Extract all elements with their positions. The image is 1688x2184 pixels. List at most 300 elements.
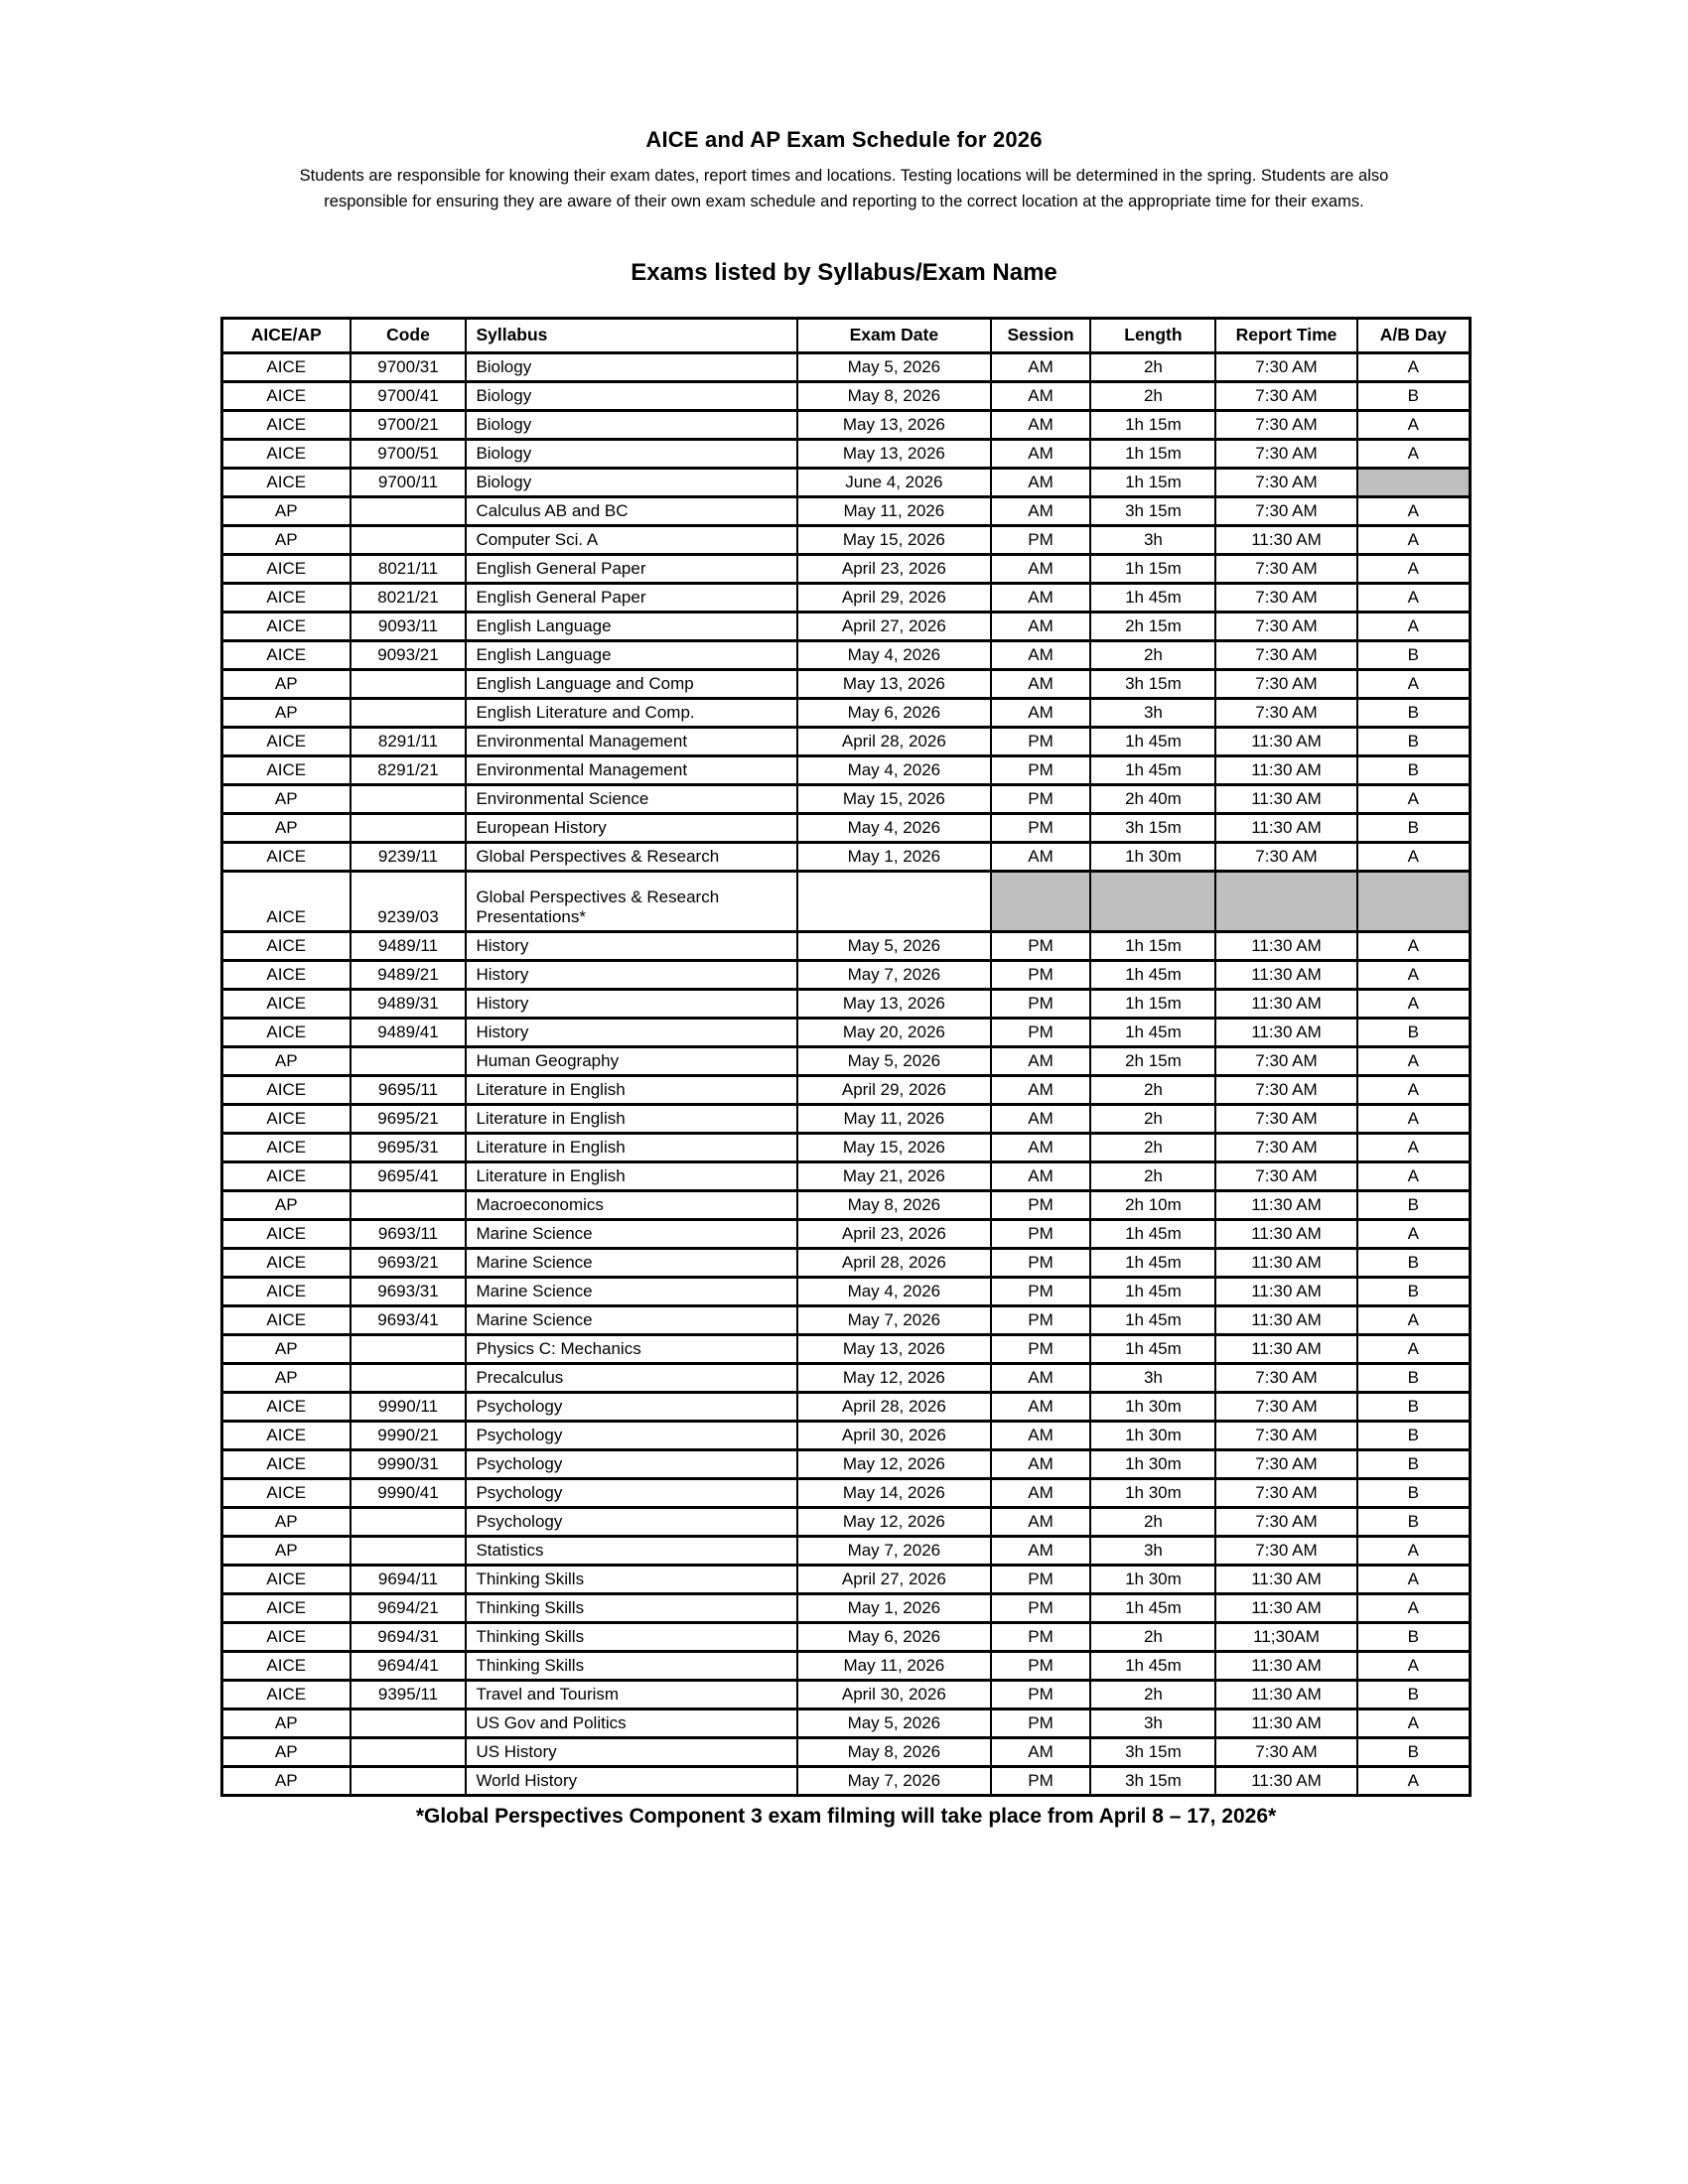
cell-code: 8291/21 [351,755,467,784]
cell-syllabus: Thinking Skills [466,1622,797,1651]
cell-syllabus: Marine Science [466,1248,797,1277]
cell-ab-day: B [1357,1737,1471,1766]
cell-code: 9489/41 [351,1018,467,1046]
table-row [222,931,1471,960]
cell-report-time: 7:30 AM [1215,583,1356,612]
cell-code: 8291/11 [351,727,467,755]
cell-session: AM [991,698,1091,727]
cell-session: AM [991,669,1091,698]
cell-exam-date: May 4, 2026 [797,813,991,842]
cell-exam-date: May 4, 2026 [797,755,991,784]
cell-syllabus: English Literature and Comp. [466,698,797,727]
cell-syllabus: History [466,960,797,989]
table-row [222,1737,1471,1766]
cell-code: 9693/11 [351,1219,467,1248]
cell-syllabus: Biology [466,439,797,468]
cell-report-time: 11;30AM [1215,1622,1356,1651]
cell-aice-ap: AP [222,813,351,842]
cell-exam-date: April 30, 2026 [797,1421,991,1449]
cell-ab-day: A [1357,439,1471,468]
cell-report-time: 7:30 AM [1215,698,1356,727]
cell-length: 2h 40m [1090,784,1215,813]
cell-syllabus: Thinking Skills [466,1593,797,1622]
cell-ab-day: B [1357,1622,1471,1651]
cell-session: AM [991,1421,1091,1449]
cell-session: AM [991,554,1091,583]
column-header-syllabus: Syllabus [466,318,797,352]
cell-session: AM [991,1133,1091,1161]
cell-syllabus: Literature in English [466,1104,797,1133]
table-row [222,1421,1471,1449]
cell-exam-date: May 7, 2026 [797,1536,991,1565]
cell-ab-day: A [1357,1651,1471,1680]
cell-syllabus: Computer Sci. A [466,525,797,554]
table-row [222,1651,1471,1680]
cell-length: 1h 45m [1090,727,1215,755]
cell-ab-day: A [1357,1334,1471,1363]
cell-report-time: 7:30 AM [1215,1478,1356,1507]
table-row [222,871,1471,931]
cell-syllabus: Calculus AB and BC [466,496,797,525]
cell-code [351,1708,467,1737]
cell-exam-date: May 14, 2026 [797,1478,991,1507]
cell-code [351,525,467,554]
cell-exam-date: May 12, 2026 [797,1363,991,1392]
cell-report-time: 7:30 AM [1215,439,1356,468]
cell-exam-date: May 13, 2026 [797,669,991,698]
cell-report-time: 11:30 AM [1215,755,1356,784]
table-header-row [222,318,1471,352]
table-row [222,468,1471,496]
cell-ab-day: B [1357,1392,1471,1421]
cell-ab-day: A [1357,1565,1471,1593]
cell-length: 1h 30m [1090,1449,1215,1478]
cell-report-time: 11:30 AM [1215,1680,1356,1708]
cell-syllabus: Macroeconomics [466,1190,797,1219]
cell-aice-ap: AICE [222,842,351,871]
cell-code: 9700/31 [351,352,467,381]
cell-aice-ap: AICE [222,1622,351,1651]
cell-syllabus: Environmental Management [466,727,797,755]
cell-exam-date: May 4, 2026 [797,1277,991,1305]
cell-session: AM [991,352,1091,381]
cell-ab-day: B [1357,1277,1471,1305]
cell-session: AM [991,842,1091,871]
column-header-code: Code [351,318,467,352]
cell-ab-day: B [1357,1478,1471,1507]
cell-aice-ap: AICE [222,352,351,381]
cell-syllabus: Environmental Science [466,784,797,813]
cell-length: 2h [1090,1507,1215,1536]
cell-report-time: 11:30 AM [1215,813,1356,842]
cell-aice-ap: AICE [222,381,351,410]
cell-length: 1h 45m [1090,755,1215,784]
cell-syllabus: World History [466,1766,797,1795]
cell-syllabus: Marine Science [466,1219,797,1248]
cell-length: 3h 15m [1090,496,1215,525]
cell-exam-date: May 11, 2026 [797,1104,991,1133]
cell-length: 2h 15m [1090,1046,1215,1075]
cell-syllabus: Biology [466,381,797,410]
cell-aice-ap: AICE [222,468,351,496]
cell-report-time: 7:30 AM [1215,1449,1356,1478]
cell-syllabus: English General Paper [466,583,797,612]
cell-length: 2h 10m [1090,1190,1215,1219]
cell-aice-ap: AICE [222,1593,351,1622]
cell-session: AM [991,1737,1091,1766]
table-row [222,496,1471,525]
cell-length: 1h 45m [1090,1277,1215,1305]
cell-report-time: 7:30 AM [1215,468,1356,496]
cell-code: 9694/41 [351,1651,467,1680]
cell-syllabus: History [466,1018,797,1046]
cell-session: AM [991,381,1091,410]
cell-aice-ap: AICE [222,1305,351,1334]
table-row [222,727,1471,755]
cell-report-time [1215,871,1356,931]
cell-syllabus: History [466,989,797,1018]
cell-report-time: 7:30 AM [1215,1392,1356,1421]
cell-exam-date: April 30, 2026 [797,1680,991,1708]
cell-exam-date: May 1, 2026 [797,1593,991,1622]
table-row [222,1075,1471,1104]
cell-aice-ap: AP [222,669,351,698]
cell-ab-day: A [1357,612,1471,640]
cell-code [351,1536,467,1565]
cell-code [351,784,467,813]
cell-session: AM [991,583,1091,612]
cell-session: PM [991,525,1091,554]
cell-length: 1h 30m [1090,1392,1215,1421]
cell-session: AM [991,1075,1091,1104]
cell-session: PM [991,1680,1091,1708]
cell-ab-day: B [1357,698,1471,727]
cell-report-time: 7:30 AM [1215,352,1356,381]
cell-ab-day: A [1357,931,1471,960]
exam-schedule-table [220,317,1472,1797]
table-row [222,1622,1471,1651]
cell-aice-ap: AICE [222,727,351,755]
cell-length: 2h [1090,1133,1215,1161]
cell-session: AM [991,468,1091,496]
cell-exam-date: May 7, 2026 [797,1766,991,1795]
cell-report-time: 7:30 AM [1215,496,1356,525]
cell-code [351,813,467,842]
cell-length: 3h [1090,525,1215,554]
cell-ab-day: B [1357,755,1471,784]
cell-length: 3h [1090,1363,1215,1392]
cell-ab-day: B [1357,640,1471,669]
cell-report-time: 7:30 AM [1215,1363,1356,1392]
cell-report-time: 11:30 AM [1215,931,1356,960]
cell-code: 9489/11 [351,931,467,960]
table-row [222,960,1471,989]
cell-report-time: 11:30 AM [1215,525,1356,554]
cell-length: 2h [1090,1104,1215,1133]
cell-ab-day: A [1357,1161,1471,1190]
cell-session: PM [991,1565,1091,1593]
cell-report-time: 11:30 AM [1215,1190,1356,1219]
table-row [222,1708,1471,1737]
cell-aice-ap: AICE [222,1104,351,1133]
cell-session: PM [991,1593,1091,1622]
cell-aice-ap: AICE [222,1277,351,1305]
table-row [222,842,1471,871]
cell-report-time: 11:30 AM [1215,727,1356,755]
cell-syllabus: English General Paper [466,554,797,583]
cell-ab-day: A [1357,1104,1471,1133]
cell-report-time: 7:30 AM [1215,381,1356,410]
cell-exam-date: May 15, 2026 [797,784,991,813]
cell-aice-ap: AP [222,1766,351,1795]
cell-aice-ap: AICE [222,1133,351,1161]
table-row [222,1680,1471,1708]
cell-aice-ap: AP [222,1708,351,1737]
cell-length: 2h [1090,1161,1215,1190]
cell-aice-ap: AICE [222,583,351,612]
cell-length: 1h 45m [1090,960,1215,989]
table-row [222,1133,1471,1161]
table-row [222,410,1471,439]
cell-syllabus: Literature in English [466,1161,797,1190]
cell-aice-ap: AICE [222,612,351,640]
cell-code: 9695/11 [351,1075,467,1104]
table-row [222,1363,1471,1392]
cell-length: 1h 30m [1090,842,1215,871]
cell-syllabus: Psychology [466,1507,797,1536]
cell-report-time: 11:30 AM [1215,1277,1356,1305]
cell-session [991,871,1091,931]
table-row [222,554,1471,583]
cell-ab-day: B [1357,1680,1471,1708]
cell-syllabus: Literature in English [466,1075,797,1104]
cell-aice-ap: AICE [222,1161,351,1190]
cell-aice-ap: AP [222,1190,351,1219]
cell-syllabus: English Language [466,640,797,669]
cell-aice-ap: AICE [222,755,351,784]
cell-aice-ap: AICE [222,1018,351,1046]
cell-length: 1h 45m [1090,1334,1215,1363]
cell-report-time: 11:30 AM [1215,1593,1356,1622]
cell-length: 2h [1090,1622,1215,1651]
cell-exam-date: May 5, 2026 [797,352,991,381]
cell-exam-date: May 5, 2026 [797,1708,991,1737]
cell-syllabus: Physics C: Mechanics [466,1334,797,1363]
cell-code [351,669,467,698]
cell-report-time: 11:30 AM [1215,784,1356,813]
cell-length: 3h 15m [1090,1766,1215,1795]
cell-ab-day: B [1357,1363,1471,1392]
cell-exam-date: May 15, 2026 [797,1133,991,1161]
cell-syllabus: Psychology [466,1392,797,1421]
cell-session: PM [991,755,1091,784]
cell-ab-day: B [1357,1421,1471,1449]
cell-ab-day: A [1357,1593,1471,1622]
cell-exam-date: May 12, 2026 [797,1449,991,1478]
cell-ab-day: A [1357,410,1471,439]
cell-session: PM [991,1622,1091,1651]
cell-length: 1h 30m [1090,1478,1215,1507]
cell-exam-date [797,871,991,931]
cell-length [1090,871,1215,931]
cell-aice-ap: AICE [222,1248,351,1277]
table-row [222,784,1471,813]
cell-session: AM [991,612,1091,640]
cell-ab-day: A [1357,496,1471,525]
cell-length: 1h 45m [1090,1651,1215,1680]
cell-session: PM [991,784,1091,813]
cell-syllabus: History [466,931,797,960]
cell-report-time: 7:30 AM [1215,842,1356,871]
cell-ab-day [1357,871,1471,931]
cell-ab-day: B [1357,1449,1471,1478]
cell-syllabus: Biology [466,468,797,496]
cell-length: 3h [1090,1536,1215,1565]
cell-length: 3h [1090,698,1215,727]
cell-syllabus: US Gov and Politics [466,1708,797,1737]
cell-aice-ap: AICE [222,871,351,931]
cell-ab-day [1357,468,1471,496]
cell-syllabus: Psychology [466,1421,797,1449]
table-row [222,989,1471,1018]
cell-exam-date: May 15, 2026 [797,525,991,554]
cell-code [351,1507,467,1536]
table-row [222,1305,1471,1334]
cell-report-time: 7:30 AM [1215,1421,1356,1449]
cell-session: AM [991,1392,1091,1421]
cell-code: 9700/51 [351,439,467,468]
cell-session: PM [991,1219,1091,1248]
cell-exam-date: May 13, 2026 [797,410,991,439]
table-row [222,1593,1471,1622]
cell-ab-day: A [1357,1219,1471,1248]
cell-length: 1h 15m [1090,931,1215,960]
cell-ab-day: A [1357,583,1471,612]
cell-syllabus: Marine Science [466,1277,797,1305]
cell-report-time: 7:30 AM [1215,1075,1356,1104]
cell-aice-ap: AP [222,784,351,813]
cell-exam-date: May 5, 2026 [797,1046,991,1075]
column-header-aice-ap: AICE/AP [222,318,351,352]
cell-report-time: 7:30 AM [1215,640,1356,669]
cell-code: 9239/03 [351,871,467,931]
cell-session: PM [991,1305,1091,1334]
table-row [222,1161,1471,1190]
cell-syllabus: Travel and Tourism [466,1680,797,1708]
cell-exam-date: May 5, 2026 [797,931,991,960]
cell-report-time: 11:30 AM [1215,1248,1356,1277]
cell-aice-ap: AICE [222,931,351,960]
cell-code: 9695/31 [351,1133,467,1161]
cell-code: 9695/21 [351,1104,467,1133]
cell-code: 8021/21 [351,583,467,612]
cell-report-time: 11:30 AM [1215,1305,1356,1334]
cell-report-time: 7:30 AM [1215,1536,1356,1565]
cell-length: 1h 15m [1090,989,1215,1018]
cell-exam-date: May 7, 2026 [797,960,991,989]
cell-exam-date: May 8, 2026 [797,1190,991,1219]
table-row [222,1478,1471,1507]
cell-session: PM [991,931,1091,960]
table-row [222,1046,1471,1075]
cell-aice-ap: AP [222,525,351,554]
cell-report-time: 11:30 AM [1215,960,1356,989]
column-header-ab-day: A/B Day [1357,318,1471,352]
cell-code: 9489/31 [351,989,467,1018]
cell-aice-ap: AP [222,1334,351,1363]
cell-aice-ap: AP [222,1737,351,1766]
page-title: AICE and AP Exam Schedule for 2026 [645,127,1043,152]
cell-syllabus: Biology [466,352,797,381]
cell-exam-date: May 21, 2026 [797,1161,991,1190]
cell-exam-date: May 8, 2026 [797,1737,991,1766]
cell-code [351,1334,467,1363]
cell-exam-date: May 11, 2026 [797,496,991,525]
cell-exam-date: April 28, 2026 [797,727,991,755]
cell-session: AM [991,439,1091,468]
document-subtitle [149,163,1539,215]
cell-length: 2h [1090,352,1215,381]
cell-session: AM [991,1507,1091,1536]
cell-aice-ap: AICE [222,960,351,989]
cell-ab-day: A [1357,1766,1471,1795]
cell-length: 3h 15m [1090,669,1215,698]
section-heading: Exams listed by Syllabus/Exam Name [631,258,1057,286]
cell-session: AM [991,1046,1091,1075]
cell-syllabus: Human Geography [466,1046,797,1075]
table-row [222,755,1471,784]
cell-report-time: 11:30 AM [1215,1334,1356,1363]
cell-session: PM [991,1708,1091,1737]
cell-aice-ap: AICE [222,1651,351,1680]
cell-exam-date: May 13, 2026 [797,1334,991,1363]
cell-code: 8021/11 [351,554,467,583]
cell-ab-day: B [1357,727,1471,755]
cell-syllabus: Global Perspectives & Research Presentations* [466,871,797,931]
cell-code: 9489/21 [351,960,467,989]
column-header-session: Session [991,318,1091,352]
cell-ab-day: A [1357,1536,1471,1565]
column-header-report-time: Report Time [1215,318,1356,352]
table-row [222,1190,1471,1219]
cell-exam-date: May 4, 2026 [797,640,991,669]
cell-aice-ap: AICE [222,1565,351,1593]
cell-report-time: 11:30 AM [1215,1708,1356,1737]
cell-ab-day: A [1357,989,1471,1018]
cell-exam-date: April 28, 2026 [797,1392,991,1421]
table-row [222,352,1471,381]
subtitle-line-2: responsible for ensuring they are aware of their own exam schedule and reporting to the correct location at the appropriate time for their exams. [324,193,1364,211]
cell-aice-ap: AICE [222,1421,351,1449]
cell-code: 9093/21 [351,640,467,669]
cell-report-time: 7:30 AM [1215,1507,1356,1536]
cell-exam-date: April 29, 2026 [797,583,991,612]
cell-exam-date: May 12, 2026 [797,1507,991,1536]
cell-code [351,1046,467,1075]
cell-aice-ap: AP [222,698,351,727]
table-row [222,1766,1471,1795]
cell-aice-ap: AICE [222,439,351,468]
table-row [222,525,1471,554]
cell-session: AM [991,410,1091,439]
cell-session: PM [991,1334,1091,1363]
cell-code: 9694/31 [351,1622,467,1651]
cell-code: 9693/31 [351,1277,467,1305]
cell-length: 1h 15m [1090,468,1215,496]
cell-length: 1h 45m [1090,1018,1215,1046]
cell-length: 2h [1090,381,1215,410]
cell-syllabus: Thinking Skills [466,1565,797,1593]
